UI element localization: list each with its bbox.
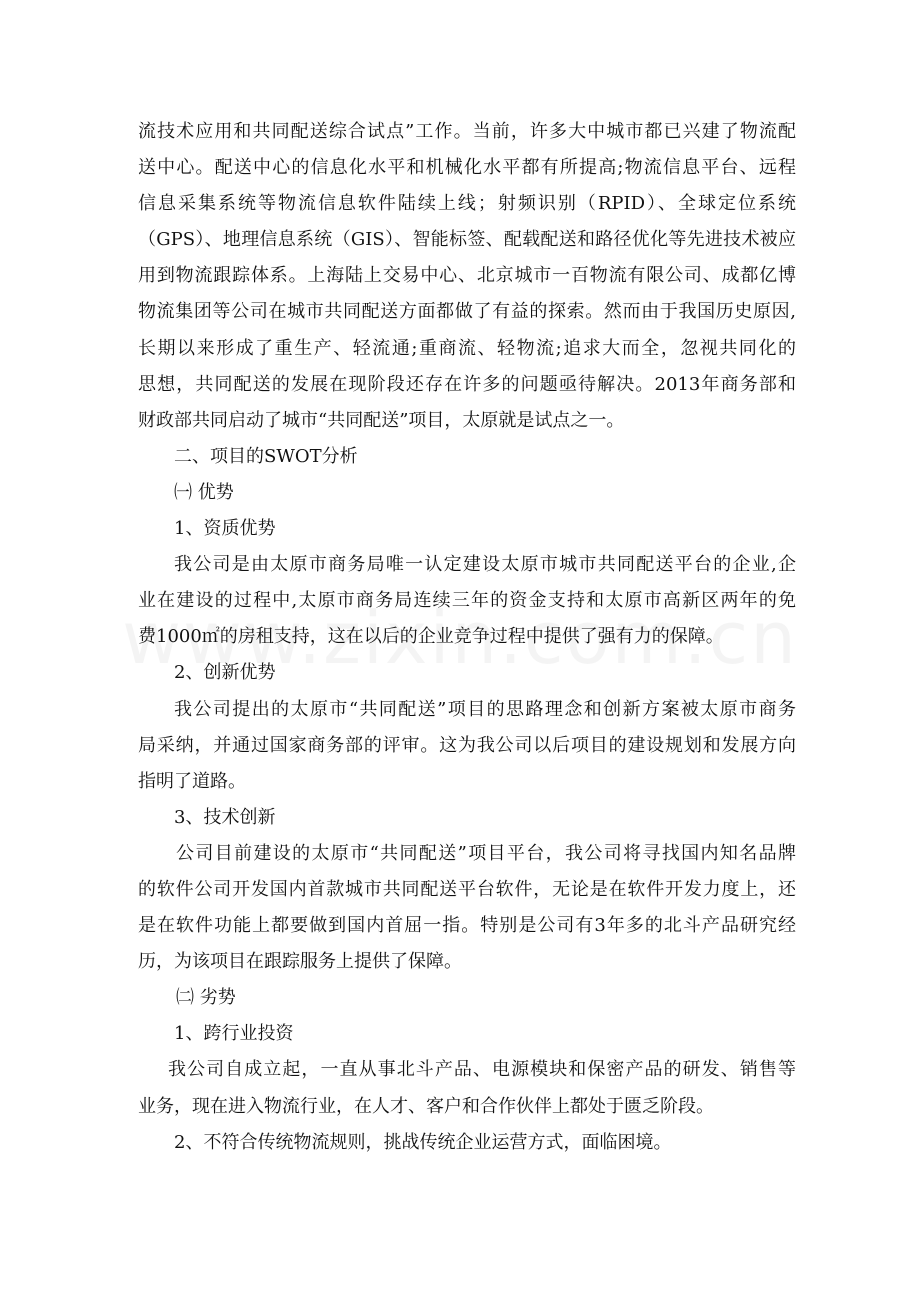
text-line: 流技术应用和共同配送综合试点”工作。当前，许多大中城市都已兴建了物流配 <box>138 121 796 142</box>
text-line: 业在建设的过程中,太原市商务局连续三年的资金支持和太原市高新区两年的免 <box>138 590 796 612</box>
text-line: 公司目前建设的太原市“共同配送”项目平台，我公司将寻找国内知名品牌 <box>176 842 796 864</box>
text-line: 费1000㎡的房租支持，这在以后的企业竞争过程中提供了强有力的保障。 <box>138 626 724 648</box>
text-line: 历，为该项目在跟踪服务上提供了保障。 <box>138 951 462 973</box>
text-line: 物流集团等公司在城市共同配送方面都做了有益的探索。然而由于我国历史原因, <box>138 301 796 323</box>
text-line: 业务，现在进入物流行业，在人才、客户和合作伙伴上都处于匮乏阶段。 <box>138 1095 714 1117</box>
subsection-heading: ㈠ 优势 <box>174 481 234 503</box>
text-line: 是在软件功能上都要做到国内首屈一指。特别是公司有3年多的北斗产品研究经 <box>138 915 796 937</box>
text-line: 送中心。配送中心的信息化水平和机械化水平都有所提高;物流信息平台、远程 <box>138 157 796 179</box>
item-heading: 2、创新优势 <box>174 662 276 684</box>
document-body <box>138 114 796 1161</box>
text-line: （GPS）、地理信息系统（GIS）、智能标签、配载配送和路径优化等先进技术被应 <box>138 229 796 251</box>
text-line: 我公司提出的太原市“共同配送”项目的思路理念和创新方案被太原市商务 <box>174 698 796 720</box>
subsection-heading: ㈡ 劣势 <box>176 987 236 1009</box>
text-line: 我公司是由太原市商务局唯一认定建设太原市城市共同配送平台的企业,企 <box>174 554 796 576</box>
item-heading: 1、跨行业投资 <box>174 1023 294 1045</box>
item-heading: 2、不符合传统物流规则，挑战传统企业运营方式，面临困境。 <box>174 1131 672 1153</box>
item-heading: 3、技术创新 <box>174 806 276 828</box>
text-line: 财政部共同启动了城市“共同配送”项目，太原就是试点之一。 <box>138 409 625 431</box>
text-line: 长期以来形成了重生产、轻流通;重商流、轻物流;追求大而全，忽视共同化的 <box>138 337 796 359</box>
text-line: 指明了道路。 <box>138 770 246 792</box>
text-line: 思想，共同配送的发展在现阶段还存在许多的问题亟待解决。2013年商务部和 <box>138 373 796 395</box>
text-line: 我公司自成立起，一直从事北斗产品、电源模块和保密产品的研发、销售等 <box>168 1059 796 1081</box>
text-line: 信息采集系统等物流信息软件陆续上线；射频识别（RPID）、全球定位系统 <box>138 193 796 215</box>
item-heading: 1、资质优势 <box>174 518 276 540</box>
section-heading: 二、项目的SWOT分析 <box>174 445 358 467</box>
text-line: 局采纳，并通过国家商务部的评审。这为我公司以后项目的建设规划和发展方向 <box>138 734 796 756</box>
text-line: 的软件公司开发国内首款城市共同配送平台软件，无论是在软件开发力度上，还 <box>138 878 796 900</box>
text-line: 用到物流跟踪体系。上海陆上交易中心、北京城市一百物流有限公司、成都亿博 <box>138 265 796 287</box>
